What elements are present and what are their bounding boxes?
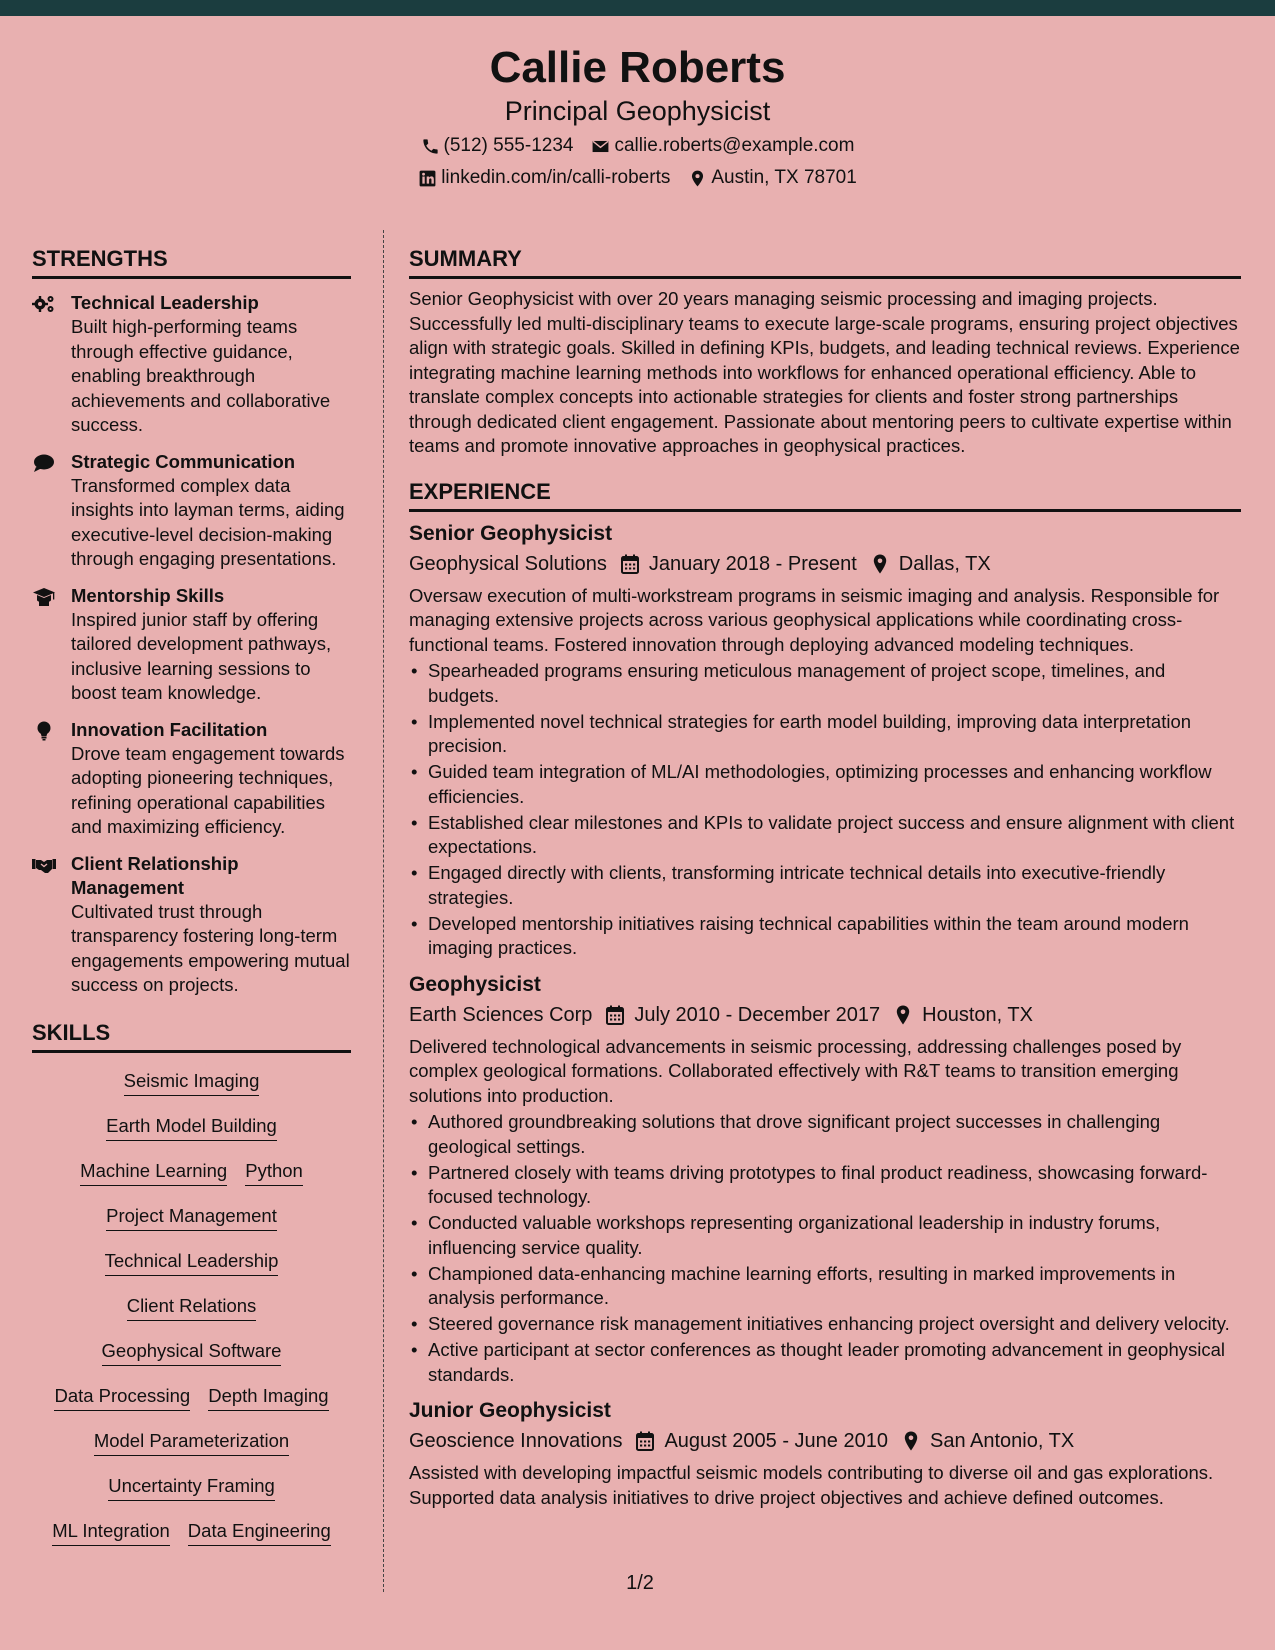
strength-item (32, 291, 351, 438)
skill-tag: Data Processing (54, 1384, 190, 1411)
skill-row (32, 1339, 351, 1384)
skills-heading: SKILLS (32, 1004, 351, 1053)
lightbulb-icon (32, 721, 56, 741)
map-pin-icon (871, 554, 899, 574)
job-title: Junior Geophysicist (409, 1399, 611, 1422)
envelope-icon (591, 137, 610, 156)
job-bullet: • Developed mentorship initiatives raising technical capabilities within the team around modern imaging practices. (409, 912, 1241, 961)
column-divider (383, 230, 384, 1592)
skill-row (32, 1384, 351, 1429)
strength-desc: Cultivated trust through transparency fostering long-term engagements empowering mutual success on projects. (71, 900, 350, 995)
top-accent-bar (0, 0, 1275, 16)
job-description: Assisted with developing impactful seismic models contributing to diverse oil and gas explorations. Supported data analysis initiatives to drive project objectives and achieve defined outcomes. (409, 1462, 1214, 1508)
summary-heading: SUMMARY (409, 230, 1241, 279)
job-title: Senior Geophysicist (409, 521, 613, 545)
strength-item (32, 852, 351, 998)
job-bullets (409, 1110, 1241, 1387)
location-text: Austin, TX 78701 (711, 167, 857, 188)
job-description: Delivered technological advancements in seismic processing, addressing challenges posed by complex geological formations. Collaborated effectively with R&T teams to transition emerging solutions into production. (409, 1035, 1182, 1106)
linkedin-icon (418, 169, 437, 188)
job-location: Dallas, TX (898, 552, 991, 575)
contact-row-2 (0, 166, 1275, 190)
job-dates-group (636, 1427, 888, 1455)
job-meta (409, 1427, 1241, 1455)
skill-row (32, 1429, 351, 1474)
candidate-name: Callie Roberts (489, 43, 786, 92)
summary-text: Senior Geophysicist with over 20 years managing seismic processing and imaging projects. Successfully led multi-disciplinary teams to execute large-scale programs, ensuring project objectives align with strategic goals. Skilled in defining KPIs, budgets, and leading technical reviews. Experience integrating machine learning methods into workflows for enhanced operational efficiency. Able to translate complex concepts into actionable strategies for clients and foster strong partnerships through dedicated client engagement. Passionate about mentoring peers to cultivate expertise within teams and promote innovative approaches in geophysical practices. (409, 288, 1240, 456)
job-location-group (894, 1001, 1033, 1029)
skill-tag: Earth Model Building (106, 1114, 277, 1141)
strength-title: Mentorship Skills (71, 584, 225, 606)
job-dates-group (621, 550, 857, 578)
job-company: Geoscience Innovations (409, 1430, 623, 1452)
left-column (32, 230, 351, 1564)
job-meta (409, 550, 1241, 578)
job-bullet: • Authored groundbreaking solutions that drove significant project successes in challenging geological settings. (409, 1110, 1241, 1159)
linkedin-link[interactable]: linkedin.com/in/calli-roberts (441, 167, 671, 188)
job-entry (409, 971, 1241, 1388)
map-pin-icon (894, 1005, 922, 1025)
job-dates: July 2010 - December 2017 (634, 1003, 881, 1026)
map-pin-icon (688, 169, 707, 188)
job-bullet: • Engaged directly with clients, transforming intricate technical details into executive-friendly strategies. (409, 861, 1241, 910)
skill-tag: Geophysical Software (102, 1339, 282, 1366)
email-link[interactable]: callie.roberts@example.com (614, 135, 855, 156)
job-bullet: • Established clear milestones and KPIs to validate project success and ensure alignment with client expectations. (409, 811, 1241, 860)
contact-phone (421, 134, 574, 158)
speech-bubble-icon (32, 453, 56, 473)
page-number: 1/2 (626, 1572, 654, 1594)
map-pin-icon (902, 1431, 930, 1451)
job-bullet: • Active participant at sector conferences as thought leader promoting advancement in geophysical standards. (409, 1338, 1241, 1387)
strength-desc: Drove team engagement towards adopting pioneering techniques, refining operational capabilities and maximizing efficiency. (71, 742, 345, 837)
skill-row (32, 1204, 351, 1249)
skill-row (32, 1069, 351, 1114)
job-bullet: • Steered governance risk management initiatives enhancing project oversight and delivery velocity. (409, 1312, 1241, 1337)
skill-tag: Client Relations (127, 1294, 257, 1321)
job-company-group (409, 1427, 622, 1455)
strength-desc: Built high-performing teams through effective guidance, enabling breakthrough achievements and collaborative success. (71, 316, 331, 435)
job-dates: August 2005 - June 2010 (664, 1430, 888, 1452)
experience-heading: EXPERIENCE (409, 463, 1241, 512)
job-entry (409, 1397, 1241, 1510)
job-entry (409, 520, 1241, 961)
contact-row-1 (0, 134, 1275, 158)
graduate-icon (32, 587, 56, 607)
contact-linkedin (418, 166, 670, 190)
strengths-heading: STRENGTHS (32, 230, 351, 279)
skill-tag: Technical Leadership (105, 1249, 279, 1276)
skill-row (32, 1114, 351, 1159)
strength-item (32, 718, 351, 840)
job-location-group (902, 1427, 1074, 1455)
job-company-group (409, 550, 607, 578)
skill-tag: Depth Imaging (208, 1384, 328, 1411)
strength-desc: Inspired junior staff by offering tailored development pathways, inclusive learning sessions to boost team knowledge. (71, 608, 332, 703)
skill-row (32, 1474, 351, 1519)
skills-list (32, 1053, 351, 1564)
skill-row (32, 1519, 351, 1564)
strength-item (32, 584, 351, 706)
strength-title: Innovation Facilitation (71, 718, 268, 740)
skill-row (32, 1159, 351, 1204)
job-description: Oversaw execution of multi-workstream programs in seismic imaging and analysis. Responsible for managing extensive projects across various geophysical applications while coordinating cross-functional teams. Fostered innovation through deploying advanced modeling techniques. (409, 584, 1220, 655)
job-location-group (871, 550, 991, 578)
job-company: Earth Sciences Corp (409, 1003, 593, 1026)
calendar-icon (636, 1431, 664, 1451)
resume-header (0, 16, 1275, 204)
calendar-icon (606, 1005, 634, 1025)
job-bullet: • Conducted valuable workshops representing organizational leadership in industry forums, influencing service quality. (409, 1211, 1241, 1260)
job-bullet: • Implemented novel technical strategies for earth model building, improving data interpretation precision. (409, 710, 1241, 759)
calendar-icon (621, 554, 649, 574)
skill-tag: Seismic Imaging (124, 1069, 260, 1096)
skill-tag: ML Integration (52, 1519, 170, 1546)
skill-tag: Machine Learning (80, 1159, 227, 1186)
gears-icon (32, 294, 56, 314)
job-company: Geophysical Solutions (409, 552, 607, 575)
job-bullet: • Partnered closely with teams driving prototypes to final product readiness, showcasing forward-focused technology. (409, 1161, 1241, 1210)
strength-title: Strategic Communication (71, 450, 296, 472)
candidate-title: Principal Geophysicist (504, 96, 771, 126)
contact-location (688, 166, 856, 190)
skill-tag: Data Engineering (188, 1519, 331, 1546)
job-bullet: • Guided team integration of ML/AI methodologies, optimizing processes and enhancing workflow efficiencies. (409, 760, 1241, 809)
strength-item (32, 450, 351, 572)
job-dates: January 2018 - Present (648, 552, 857, 575)
skill-row (32, 1249, 351, 1294)
skill-tag: Uncertainty Framing (108, 1474, 275, 1501)
skill-tag: Python (245, 1159, 303, 1186)
job-bullet: • Spearheaded programs ensuring meticulous management of project scope, timelines, and budgets. (409, 659, 1241, 708)
skill-row (32, 1294, 351, 1339)
job-meta (409, 1001, 1241, 1029)
handshake-icon (32, 855, 56, 875)
job-bullet: • Championed data-enhancing machine learning efforts, resulting in marked improvements in analysis performance. (409, 1262, 1241, 1311)
job-location: Houston, TX (922, 1003, 1033, 1026)
skill-tag: Project Management (106, 1204, 277, 1231)
contact-email (591, 134, 854, 158)
job-title: Geophysicist (409, 972, 541, 996)
right-column (409, 230, 1241, 1510)
strength-title: Client Relationship Management (71, 852, 239, 898)
job-dates-group (606, 1001, 880, 1029)
job-bullets (409, 659, 1241, 961)
job-company-group (409, 1001, 592, 1029)
phone-text[interactable]: (512) 555-1234 (443, 135, 574, 156)
strength-title: Technical Leadership (71, 292, 259, 313)
skill-tag: Model Parameterization (94, 1429, 289, 1456)
job-location: San Antonio, TX (929, 1430, 1075, 1452)
phone-icon (421, 137, 440, 156)
strength-desc: Transformed complex data insights into layman terms, aiding executive-level decision-making through engaging presentations. (71, 474, 345, 569)
